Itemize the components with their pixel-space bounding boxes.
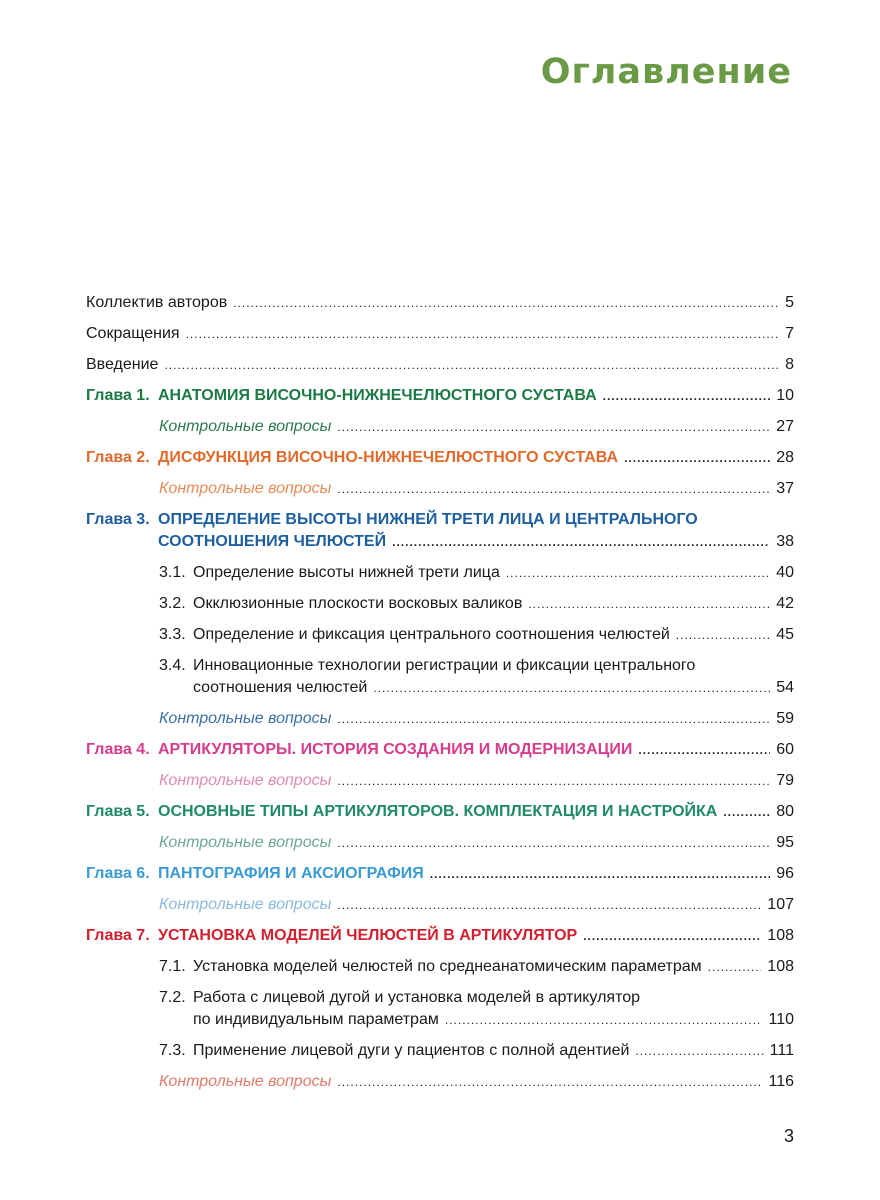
dot-leader <box>583 925 761 947</box>
questions-label: Контрольные вопросы <box>159 834 332 851</box>
toc-chapter-4-questions[interactable] <box>86 770 794 792</box>
chapter-title-line-1: ОПРЕДЕЛЕНИЕ ВЫСОТЫ НИЖНЕЙ ТРЕТИ ЛИЦА И ЦЕНТРАЛЬНОГО <box>158 511 698 528</box>
chapter-page: 96 <box>776 865 794 882</box>
section-number: 7.1. <box>159 958 186 975</box>
toc-section-3-1[interactable] <box>86 562 794 584</box>
dot-leader <box>373 677 770 699</box>
dot-leader <box>186 323 780 345</box>
chapter-title: ПАНТОГРАФИЯ И АКСИОГРАФИЯ <box>158 865 424 882</box>
chapter-page: 38 <box>776 533 794 550</box>
chapter-number: Глава 5. <box>86 803 150 820</box>
dot-leader <box>528 593 770 615</box>
section-page: 111 <box>769 1042 794 1059</box>
dot-leader <box>723 801 770 823</box>
section-title-line-2: по индивидуальным параметрам <box>193 1011 439 1028</box>
dot-leader <box>233 292 779 314</box>
chapter-title: ОСНОВНЫЕ ТИПЫ АРТИКУЛЯТОРОВ. КОМПЛЕКТАЦИЯ И НАСТРОЙКА <box>158 803 718 820</box>
questions-page: 59 <box>776 710 794 727</box>
questions-label: Контрольные вопросы <box>159 710 332 727</box>
section-number: 7.3. <box>159 1042 186 1059</box>
dot-leader <box>337 1071 762 1093</box>
dot-leader <box>676 624 770 646</box>
dot-leader <box>708 956 762 978</box>
section-number: 3.2. <box>159 595 186 612</box>
table-of-contents <box>86 292 794 1102</box>
chapter-number: Глава 7. <box>86 927 150 944</box>
chapter-number: Глава 2. <box>86 449 150 466</box>
questions-page: 79 <box>776 772 794 789</box>
questions-label: Контрольные вопросы <box>159 896 332 913</box>
dot-leader <box>624 447 770 469</box>
toc-section-3-4[interactable] <box>86 655 794 699</box>
chapter-page: 28 <box>776 449 794 466</box>
toc-section-3-2[interactable] <box>86 593 794 615</box>
toc-chapter-6[interactable] <box>86 863 794 885</box>
dot-leader <box>635 1040 763 1062</box>
dot-leader <box>337 708 770 730</box>
toc-entry-introduction[interactable] <box>86 354 794 376</box>
dot-leader <box>337 770 770 792</box>
section-title: Установка моделей челюстей по среднеанатомическим параметрам <box>193 958 702 975</box>
chapter-page: 10 <box>776 387 794 404</box>
chapter-title: ДИСФУНКЦИЯ ВИСОЧНО-НИЖНЕЧЕЛЮСТНОГО СУСТАВА <box>158 449 619 466</box>
toc-chapter-7-questions[interactable] <box>86 1071 794 1093</box>
toc-chapter-7[interactable] <box>86 925 794 947</box>
dot-leader <box>337 416 770 438</box>
dot-leader <box>506 562 770 584</box>
chapter-title: АРТИКУЛЯТОРЫ. ИСТОРИЯ СОЗДАНИЯ И МОДЕРНИЗАЦИИ <box>158 741 633 758</box>
questions-label: Контрольные вопросы <box>159 772 332 789</box>
toc-chapter-2-questions[interactable] <box>86 478 794 500</box>
questions-page: 27 <box>776 418 794 435</box>
toc-chapter-5[interactable] <box>86 801 794 823</box>
section-number: 7.2. <box>159 989 186 1006</box>
section-number: 3.1. <box>159 564 186 581</box>
entry-label: Сокращения <box>86 325 180 342</box>
toc-chapter-1-questions[interactable] <box>86 416 794 438</box>
chapter-title-line-2: СООТНОШЕНИЯ ЧЕЛЮСТЕЙ <box>158 533 387 550</box>
section-title: Определение высоты нижней трети лица <box>193 564 500 581</box>
toc-section-3-3[interactable] <box>86 624 794 646</box>
section-page: 54 <box>776 679 794 696</box>
section-number: 3.3. <box>159 626 186 643</box>
questions-label: Контрольные вопросы <box>159 418 332 435</box>
questions-page: 116 <box>768 1073 794 1090</box>
toc-chapter-6-questions[interactable] <box>86 894 794 916</box>
chapter-number: Глава 1. <box>86 387 150 404</box>
section-title: Определение и фиксация центрального соотношения челюстей <box>193 626 670 643</box>
toc-chapter-1[interactable] <box>86 385 794 407</box>
toc-section-7-2[interactable] <box>86 987 794 1031</box>
chapter-page: 80 <box>776 803 794 820</box>
dot-leader <box>164 354 779 376</box>
page-number: 3 <box>783 1126 794 1146</box>
section-page: 45 <box>776 626 794 643</box>
section-title-line-1: Работа с лицевой дугой и установка моделей в артикулятор <box>193 989 641 1006</box>
questions-page: 107 <box>767 896 794 913</box>
toc-section-7-1[interactable] <box>86 956 794 978</box>
chapter-page: 60 <box>776 741 794 758</box>
questions-page: 37 <box>776 480 794 497</box>
chapter-title: АНАТОМИЯ ВИСОЧНО-НИЖНЕЧЕЛЮСТНОГО СУСТАВА <box>158 387 597 404</box>
dot-leader <box>392 531 770 553</box>
chapter-number: Глава 4. <box>86 741 150 758</box>
dot-leader <box>337 894 761 916</box>
entry-page: 7 <box>785 325 794 342</box>
toc-entry-abbreviations[interactable] <box>86 323 794 345</box>
chapter-title: УСТАНОВКА МОДЕЛЕЙ ЧЕЛЮСТЕЙ В АРТИКУЛЯТОР <box>158 927 578 944</box>
dot-leader <box>445 1009 763 1031</box>
toc-chapter-4[interactable] <box>86 739 794 761</box>
questions-label: Контрольные вопросы <box>159 1073 332 1090</box>
questions-page: 95 <box>776 834 794 851</box>
chapter-number: Глава 6. <box>86 865 150 882</box>
toc-entry-authors[interactable] <box>86 292 794 314</box>
chapter-page: 108 <box>767 927 794 944</box>
entry-page: 5 <box>785 294 794 311</box>
toc-section-7-3[interactable] <box>86 1040 794 1062</box>
section-title: Применение лицевой дуги у пациентов с полной адентией <box>193 1042 630 1059</box>
dot-leader <box>337 478 770 500</box>
chapter-number: Глава 3. <box>86 511 150 528</box>
section-page: 110 <box>768 1011 794 1028</box>
entry-label: Коллектив авторов <box>86 294 228 311</box>
questions-label: Контрольные вопросы <box>159 480 332 497</box>
dot-leader <box>638 739 770 761</box>
toc-chapter-3[interactable] <box>86 509 794 553</box>
section-page: 40 <box>776 564 794 581</box>
section-page: 108 <box>767 958 794 975</box>
section-title-line-2: соотношения челюстей <box>193 679 368 696</box>
section-title-line-1: Инновационные технологии регистрации и фиксации центрального <box>193 657 696 674</box>
entry-label: Введение <box>86 356 159 373</box>
section-title: Окклюзионные плоскости восковых валиков <box>193 595 523 612</box>
dot-leader <box>603 385 771 407</box>
toc-chapter-2[interactable] <box>86 447 794 469</box>
toc-chapter-3-questions[interactable] <box>86 708 794 730</box>
section-number: 3.4. <box>159 657 186 674</box>
toc-chapter-5-questions[interactable] <box>86 832 794 854</box>
entry-page: 8 <box>785 356 794 373</box>
page-title: Оглавление <box>540 52 792 92</box>
section-page: 42 <box>776 595 794 612</box>
dot-leader <box>337 832 770 854</box>
dot-leader <box>430 863 770 885</box>
